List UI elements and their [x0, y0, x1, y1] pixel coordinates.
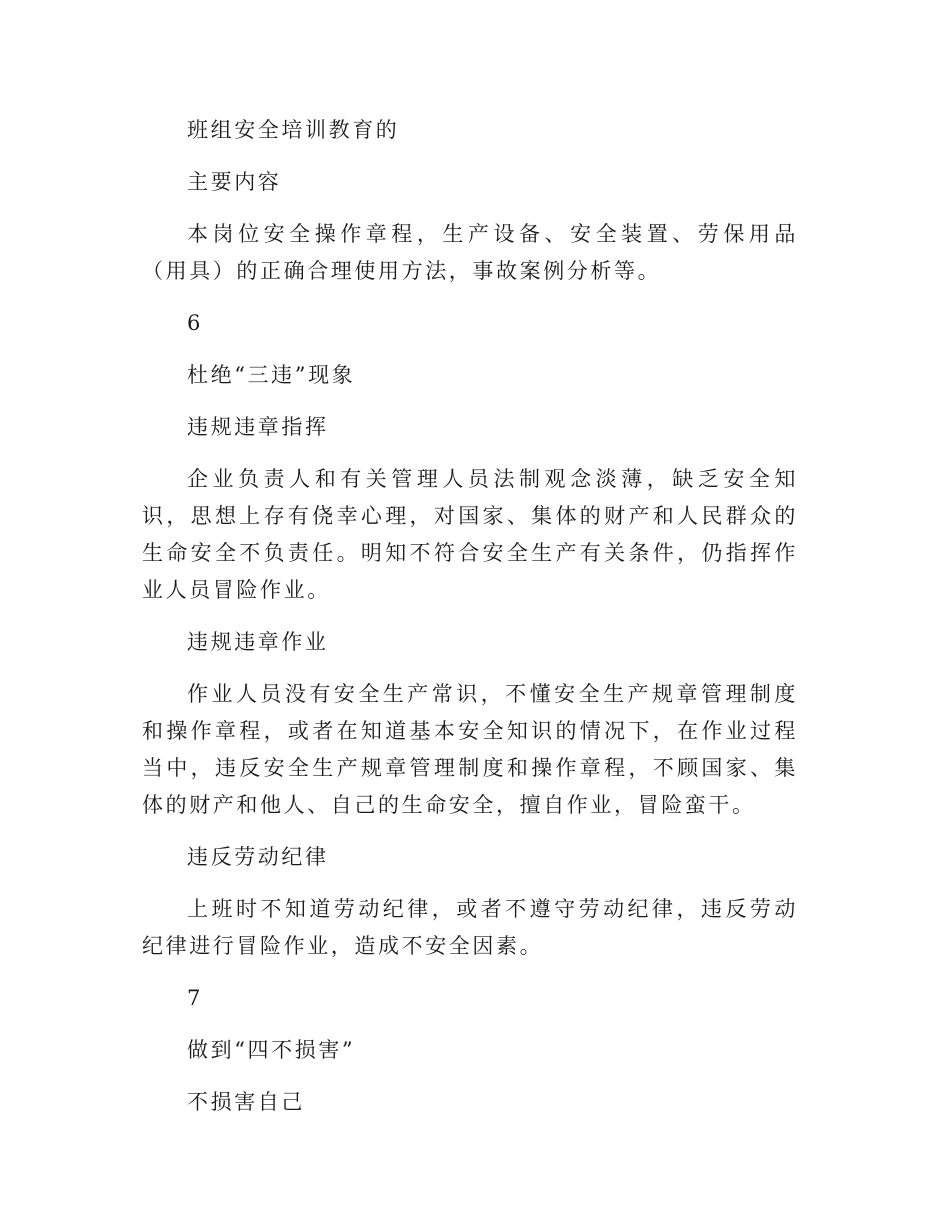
body-paragraph: 企业负责人和有关管理人员法制观念淡薄，缺乏安全知识，思想上存有侥幸心理，对国家、集体的财产和人民群众的生命安全不负责任。明知不符合安全生产有关条件，仍指挥作业人员冒险作业。 [142, 467, 798, 602]
section-subheading: 主要内容 [187, 170, 282, 194]
section-heading: 杜绝“三违”现象 [187, 363, 356, 387]
subsection-heading: 违规违章指挥 [187, 415, 329, 439]
section-number: 6 [187, 311, 201, 335]
body-paragraph: 作业人员没有安全生产常识，不懂安全生产规章管理制度和操作章程，或者在知道基本安全知识的情况下，在作业过程当中，违反安全生产规章管理制度和操作章程，不顾国家、集体的财产和他人、自己的生命安全，擅自作业，冒险蛮干。 [142, 682, 798, 817]
subsection-heading: 违反劳动纪律 [187, 845, 329, 869]
document-body [142, 112, 798, 1121]
body-paragraph: 本岗位安全操作章程，生产设备、安全装置、劳保用品（用具）的正确合理使用方法，事故案例分析等。 [142, 222, 798, 283]
subsection-heading: 不损害自己 [187, 1090, 305, 1114]
section-number: 7 [187, 986, 201, 1010]
subsection-heading: 违规违章作业 [187, 630, 329, 654]
body-paragraph: 上班时不知道劳动纪律，或者不遵守劳动纪律，违反劳动纪律进行冒险作业，造成不安全因素。 [142, 897, 798, 958]
section-heading: 班组安全培训教育的 [187, 118, 400, 142]
section-heading: 做到“四不损害” [187, 1038, 356, 1062]
